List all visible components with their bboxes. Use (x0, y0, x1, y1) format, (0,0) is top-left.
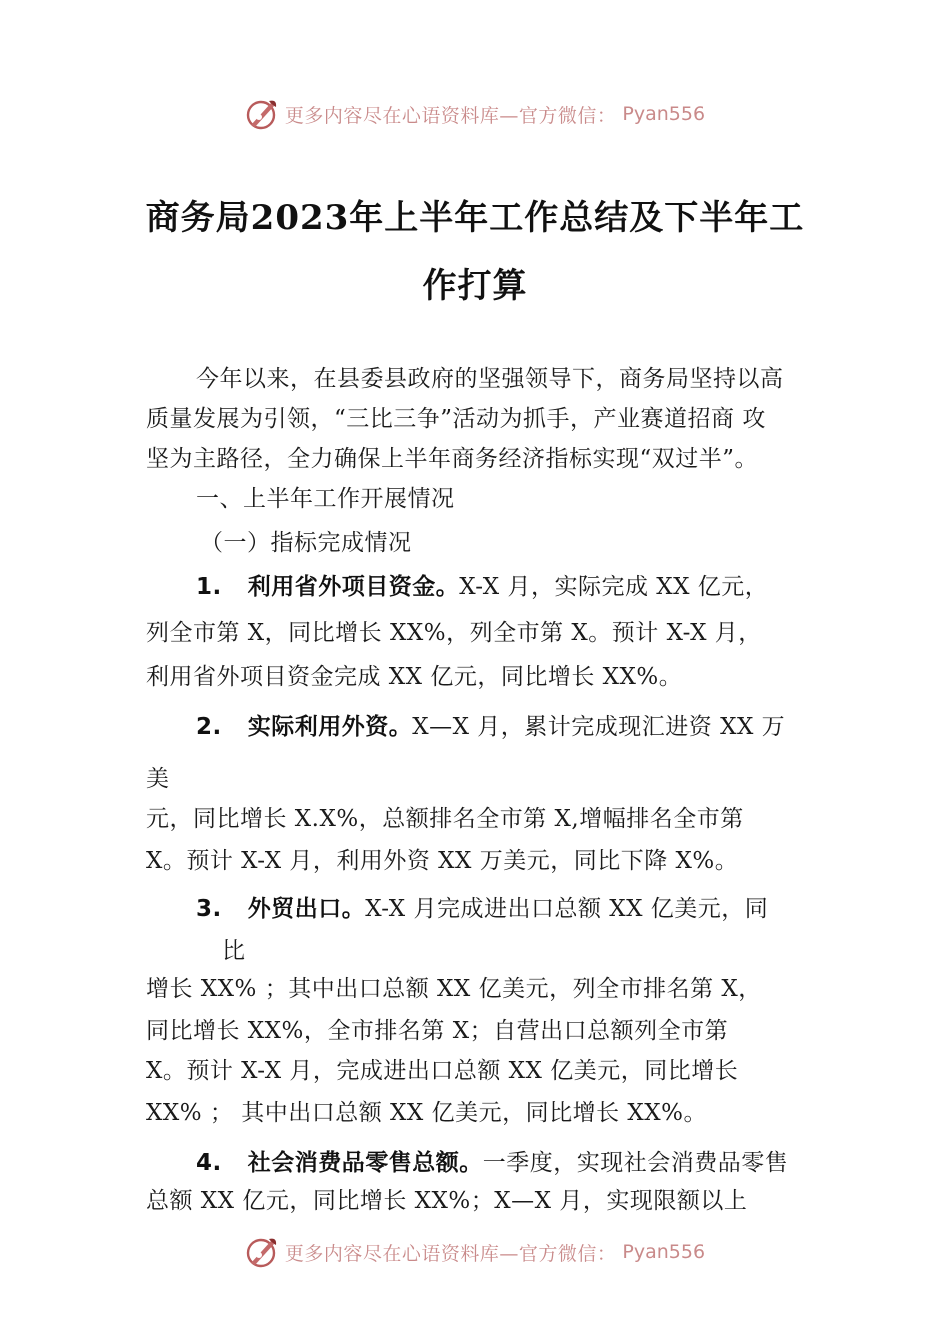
item-2-line-3: 元，同比增长 X.X%，总额排名全市第 X,增幅排名全市第 (146, 806, 744, 832)
item-4-heading: 社会消费品零售总额。 (247, 1150, 483, 1176)
item-3-line-3: 增长 XX% ；其中出口总额 XX 亿美元，列全市排名第 X， (146, 976, 762, 1002)
banner-wechat-id: Pyan556 (622, 103, 706, 125)
item-2-line-2: 美 (146, 766, 170, 792)
item-3-line-4: 同比增长 XX%，全市排名第 X；自营出口总额列全市第 (146, 1018, 729, 1044)
document-title-line-1: 商务局2023年上半年工作总结及下半年工 (145, 198, 805, 238)
item-2-line-1 (196, 708, 785, 741)
item-2-number: 2. (196, 714, 222, 740)
item-1-number: 1. (196, 574, 222, 600)
item-1-text: X-X 月，实际完成 XX 亿元， (459, 574, 769, 600)
footer-banner (0, 1230, 950, 1274)
banner-text: 更多内容尽在心语资料库—官方微信： (284, 104, 617, 127)
item-2-heading: 实际利用外资。 (247, 714, 413, 740)
item-3-line-6: XX% ； 其中出口总额 XX 亿美元，同比增长 XX%。 (146, 1100, 708, 1126)
item-3-line-5: X。预计 X-X 月，完成进出口总额 XX 亿美元，同比增长 (146, 1058, 739, 1084)
item-4-number: 4. (196, 1150, 222, 1176)
item-1-heading: 利用省外项目资金。 (247, 574, 460, 600)
item-3-line-2: 比 (222, 938, 246, 964)
document-title-line-2: 作打算 (422, 266, 528, 306)
item-2-line-4: X。预计 X-X 月，利用外资 XX 万美元，同比下降 X%。 (146, 848, 739, 874)
header-banner (0, 92, 950, 136)
item-2-text: X—X 月，累计完成现汇进资 XX 万 (412, 714, 786, 740)
quill-pen-logo-icon (245, 1235, 279, 1269)
intro-line-3: 坚为主路径，全力确保上半年商务经济指标实现“双过半”。 (146, 446, 759, 472)
section-heading-1: 一、上半年工作开展情况 (196, 486, 455, 512)
item-4-line-2: 总额 XX 亿元，同比增长 XX%；X—X 月，实现限额以上 (146, 1188, 748, 1214)
quill-pen-logo-icon (245, 97, 279, 131)
intro-line-1: 今年以来，在县委县政府的坚强领导下，商务局坚持以高 (196, 366, 784, 392)
item-4-text: 一季度，实现社会消费品零售 (482, 1150, 789, 1176)
item-3-heading: 外贸出口。 (247, 896, 366, 922)
item-3-text: X-X 月完成进出口总额 XX 亿美元，同 (365, 896, 769, 922)
item-1-line-1 (196, 568, 768, 601)
item-4-line-1 (196, 1144, 788, 1177)
item-1-line-3: 利用省外项目资金完成 XX 亿元，同比增长 XX%。 (146, 664, 683, 690)
subsection-heading-1: （一）指标完成情况 (200, 530, 412, 556)
banner-text: 更多内容尽在心语资料库—官方微信： (284, 1242, 617, 1265)
banner-wechat-id: Pyan556 (622, 1241, 706, 1263)
item-3-line-1 (196, 890, 768, 923)
item-1-line-2: 列全市第 X，同比增长 XX%，列全市第 X。预计 X-X 月， (146, 620, 762, 646)
intro-line-2: 质量发展为引领，“三比三争”活动为抓手，产业赛道招商 攻 (146, 406, 766, 432)
item-3-number: 3. (196, 896, 222, 922)
